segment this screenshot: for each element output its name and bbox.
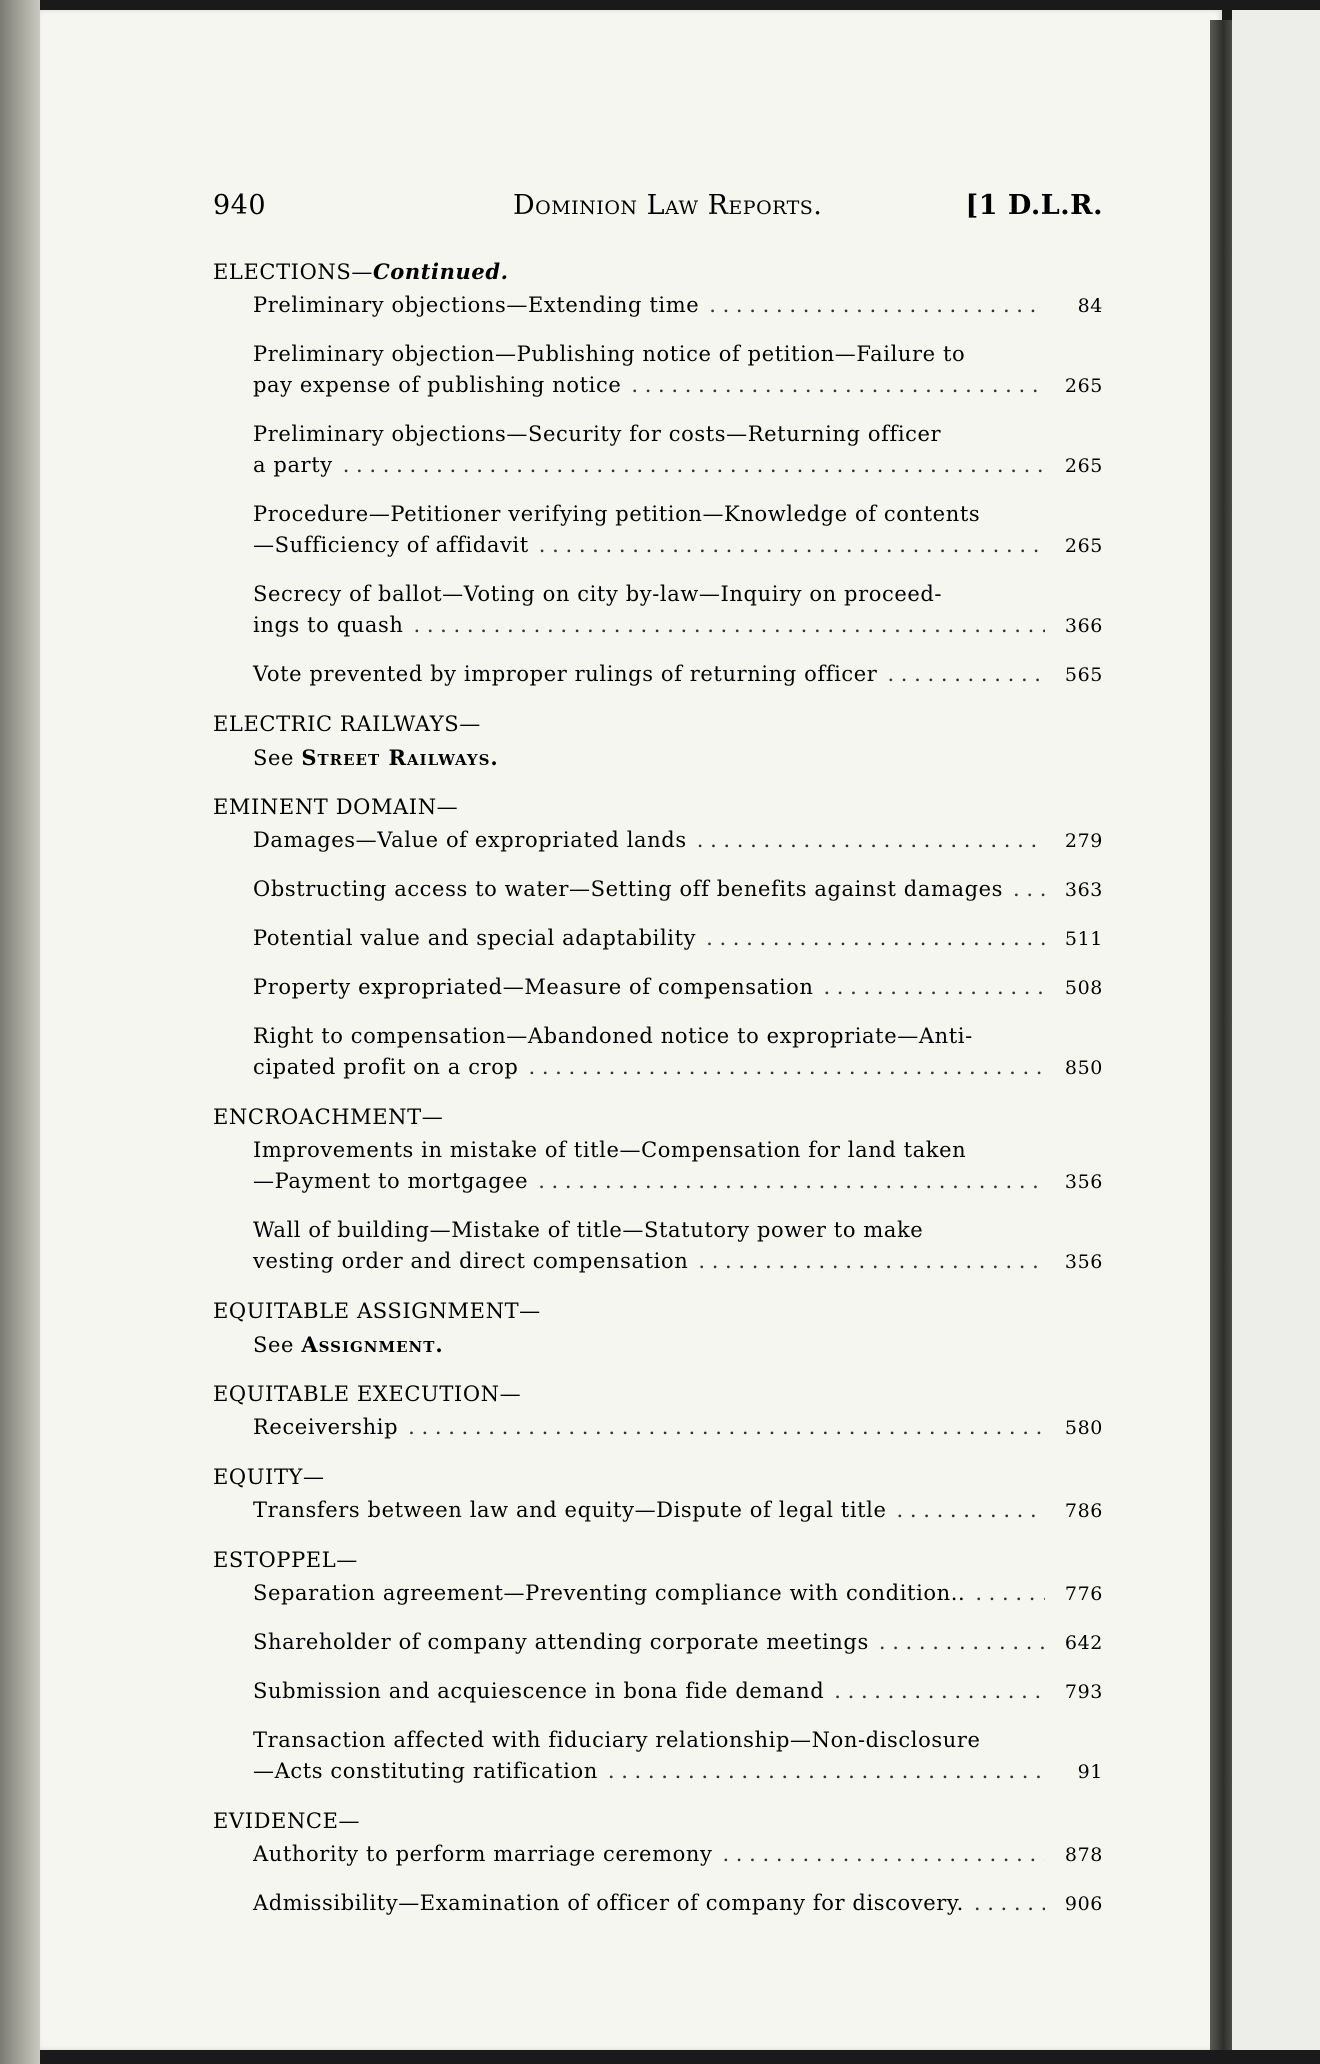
- dot-leader: [887, 659, 1045, 690]
- index-entry: [253, 339, 1103, 402]
- entry-text: —Acts constituting ratification: [253, 1759, 598, 1783]
- dot-leader: [343, 450, 1045, 481]
- page-reference: 580: [1064, 1417, 1103, 1439]
- index-entry: [253, 499, 1103, 562]
- index-entry: [253, 1215, 1103, 1278]
- page-reference: 265: [1064, 375, 1103, 397]
- section-heading: [213, 1379, 1103, 1410]
- section-heading-text: EVIDENCE—: [213, 1809, 361, 1833]
- entry-final-line: [253, 290, 1103, 322]
- entry-text: pay expense of publishing notice: [253, 373, 622, 397]
- section-heading: [213, 1102, 1103, 1133]
- entry-text-line: Right to compensation—Abandoned notice to expropriate—Anti-: [253, 1024, 973, 1048]
- entry-text: a party: [253, 453, 333, 477]
- dot-leader: [697, 825, 1045, 856]
- see-prefix: See: [253, 1333, 295, 1357]
- see-target: Street Railways.: [301, 745, 499, 770]
- section-heading: [213, 1462, 1103, 1493]
- entry-final-line: [253, 825, 1103, 857]
- dot-leader: [975, 1578, 1045, 1609]
- entry-text: Transfers between law and equity—Dispute of legal title: [253, 1498, 887, 1522]
- entry-text-line: Wall of building—Mistake of title—Statutory power to make: [253, 1218, 924, 1242]
- page-reference: 906: [1064, 1893, 1103, 1915]
- section-heading-text: EQUITY—: [213, 1465, 325, 1489]
- entry-final-line: [253, 923, 1103, 955]
- scan-left-edge: [0, 0, 40, 2064]
- see-reference: [253, 1329, 1103, 1361]
- entry-final-line: [253, 1246, 1103, 1278]
- entry-text-line: Secrecy of ballot—Voting on city by-law—Inquiry on proceed-: [253, 582, 943, 606]
- entry-text: Authority to perform marriage ceremony: [253, 1842, 713, 1866]
- dot-leader: [1013, 874, 1045, 905]
- entry-text: Admissibility—Examination of officer of company for discovery.: [253, 1891, 964, 1915]
- index-entry: [253, 1888, 1103, 1920]
- section-heading-text: EQUITABLE EXECUTION—: [213, 1382, 522, 1406]
- entry-final-line: [253, 1756, 1103, 1788]
- facing-page-edge: [1232, 10, 1320, 2050]
- entry-final-line: [253, 1839, 1103, 1871]
- dot-leader: [698, 1246, 1045, 1277]
- see-prefix: See: [253, 746, 295, 770]
- dot-leader: [706, 923, 1045, 954]
- volume-label: [1 D.L.R.: [965, 190, 1103, 221]
- entry-text: cipated profit on a crop: [253, 1055, 519, 1079]
- section-heading-text: ESTOPPEL—: [213, 1548, 358, 1572]
- page-reference: 366: [1064, 615, 1103, 637]
- index-entry: [253, 825, 1103, 857]
- dot-leader: [974, 1888, 1045, 1919]
- page-reference: 793: [1064, 1681, 1103, 1703]
- page-reference: 265: [1064, 455, 1103, 477]
- page-reference: 356: [1064, 1251, 1103, 1273]
- entry-text: Obstructing access to water—Setting off benefits against damages: [253, 877, 1004, 901]
- entry-final-line: [253, 1412, 1103, 1444]
- section-heading: [213, 1806, 1103, 1837]
- entry-text-line: Preliminary objection—Publishing notice of petition—Failure to: [253, 342, 966, 366]
- index-entry: [253, 874, 1103, 906]
- entry-text: Shareholder of company attending corporate meetings: [253, 1630, 869, 1654]
- section-heading-text: ELECTIONS—: [213, 260, 373, 284]
- index-entry: [253, 659, 1103, 691]
- entry-final-line: [253, 1495, 1103, 1527]
- entry-final-line: [253, 659, 1103, 691]
- index-body: [213, 256, 1103, 1920]
- publication-title: Dominion Law Reports.: [513, 190, 823, 221]
- running-head: [213, 190, 1103, 230]
- section-heading: [213, 256, 1103, 288]
- section-heading-text: EMINENT DOMAIN—: [213, 795, 459, 819]
- entry-final-line: [253, 1627, 1103, 1659]
- entry-final-line: [253, 610, 1103, 642]
- index-entry: [253, 1725, 1103, 1788]
- index-entry: [253, 923, 1103, 955]
- entry-text-line: Preliminary objections—Security for costs—Returning officer: [253, 422, 942, 446]
- entry-text-line: Procedure—Petitioner verifying petition—Knowledge of contents: [253, 502, 981, 526]
- section-heading: [213, 1545, 1103, 1576]
- dot-leader: [631, 370, 1045, 401]
- dot-leader: [879, 1627, 1045, 1658]
- index-entry: [253, 419, 1103, 482]
- entry-text: Damages—Value of expropriated lands: [253, 828, 687, 852]
- entry-final-line: [253, 450, 1103, 482]
- dot-leader: [413, 610, 1045, 641]
- index-entry: [253, 1135, 1103, 1198]
- entry-final-line: [253, 1676, 1103, 1708]
- page-reference: 776: [1064, 1583, 1103, 1605]
- dot-leader: [709, 290, 1045, 321]
- dot-leader: [539, 530, 1045, 561]
- entry-final-line: [253, 370, 1103, 402]
- page-reference: 642: [1064, 1632, 1103, 1654]
- index-entry: [253, 1676, 1103, 1708]
- entry-text: vesting order and direct compensation: [253, 1249, 689, 1273]
- section-heading: [213, 1296, 1103, 1327]
- entry-text: ings to quash: [253, 613, 404, 637]
- see-target: Assignment.: [301, 1332, 444, 1357]
- entry-final-line: [253, 972, 1103, 1004]
- page-number: 940: [213, 190, 267, 221]
- index-entry: [253, 1495, 1103, 1527]
- entry-text: —Payment to mortgagee: [253, 1169, 529, 1193]
- entry-text: Submission and acquiescence in bona fide demand: [253, 1679, 825, 1703]
- entry-text: Separation agreement—Preventing compliance with condition..: [253, 1581, 966, 1605]
- section-heading-text: EQUITABLE ASSIGNMENT—: [213, 1299, 541, 1323]
- section-heading-text: ELECTRIC RAILWAYS—: [213, 712, 481, 736]
- entry-final-line: [253, 1578, 1103, 1610]
- page-reference: 508: [1064, 977, 1103, 999]
- page-reference: 511: [1064, 928, 1103, 950]
- index-entry: [253, 1627, 1103, 1659]
- entry-final-line: [253, 874, 1103, 906]
- page-reference: 850: [1064, 1057, 1103, 1079]
- book-spine: [1210, 20, 1232, 2050]
- dot-leader: [823, 972, 1045, 1003]
- page-reference: 279: [1064, 830, 1103, 852]
- index-entry: [253, 1412, 1103, 1444]
- page-reference: 356: [1064, 1171, 1103, 1193]
- page-reference: 565: [1064, 664, 1103, 686]
- index-entry: [253, 290, 1103, 322]
- page-reference: 84: [1077, 295, 1103, 317]
- index-entry: [253, 1021, 1103, 1084]
- page-reference: 878: [1064, 1844, 1103, 1866]
- continued-label: Continued.: [372, 259, 509, 284]
- index-entry: [253, 1839, 1103, 1871]
- page-reference: 265: [1064, 535, 1103, 557]
- dot-leader: [608, 1756, 1045, 1787]
- index-entry: [253, 1578, 1103, 1610]
- dot-leader: [834, 1676, 1045, 1707]
- entry-text-line: Improvements in mistake of title—Compensation for land taken: [253, 1138, 967, 1162]
- dot-leader: [538, 1166, 1045, 1197]
- entry-final-line: [253, 1166, 1103, 1198]
- entry-text: Property expropriated—Measure of compensation: [253, 975, 814, 999]
- page-reference: 363: [1064, 879, 1103, 901]
- entry-final-line: [253, 1888, 1103, 1920]
- entry-text-line: Transaction affected with fiduciary relationship—Non-disclosure: [253, 1728, 981, 1752]
- section-heading: [213, 792, 1103, 823]
- index-entry: [253, 972, 1103, 1004]
- dot-leader: [408, 1412, 1045, 1443]
- index-entry: [253, 579, 1103, 642]
- entry-final-line: [253, 530, 1103, 562]
- entry-text: Vote prevented by improper rulings of returning officer: [253, 662, 878, 686]
- entry-text: Preliminary objections—Extending time: [253, 293, 700, 317]
- section-heading: [213, 709, 1103, 740]
- see-reference: [253, 742, 1103, 774]
- dot-leader: [528, 1052, 1045, 1083]
- page-reference: 786: [1064, 1500, 1103, 1522]
- dot-leader: [897, 1495, 1045, 1526]
- entry-text: Potential value and special adaptability: [253, 926, 697, 950]
- entry-text: —Sufficiency of affidavit: [253, 533, 529, 557]
- dot-leader: [722, 1839, 1045, 1870]
- page-reference: 91: [1077, 1761, 1103, 1783]
- entry-text: Receivership: [253, 1415, 399, 1439]
- section-heading-text: ENCROACHMENT—: [213, 1105, 444, 1129]
- entry-final-line: [253, 1052, 1103, 1084]
